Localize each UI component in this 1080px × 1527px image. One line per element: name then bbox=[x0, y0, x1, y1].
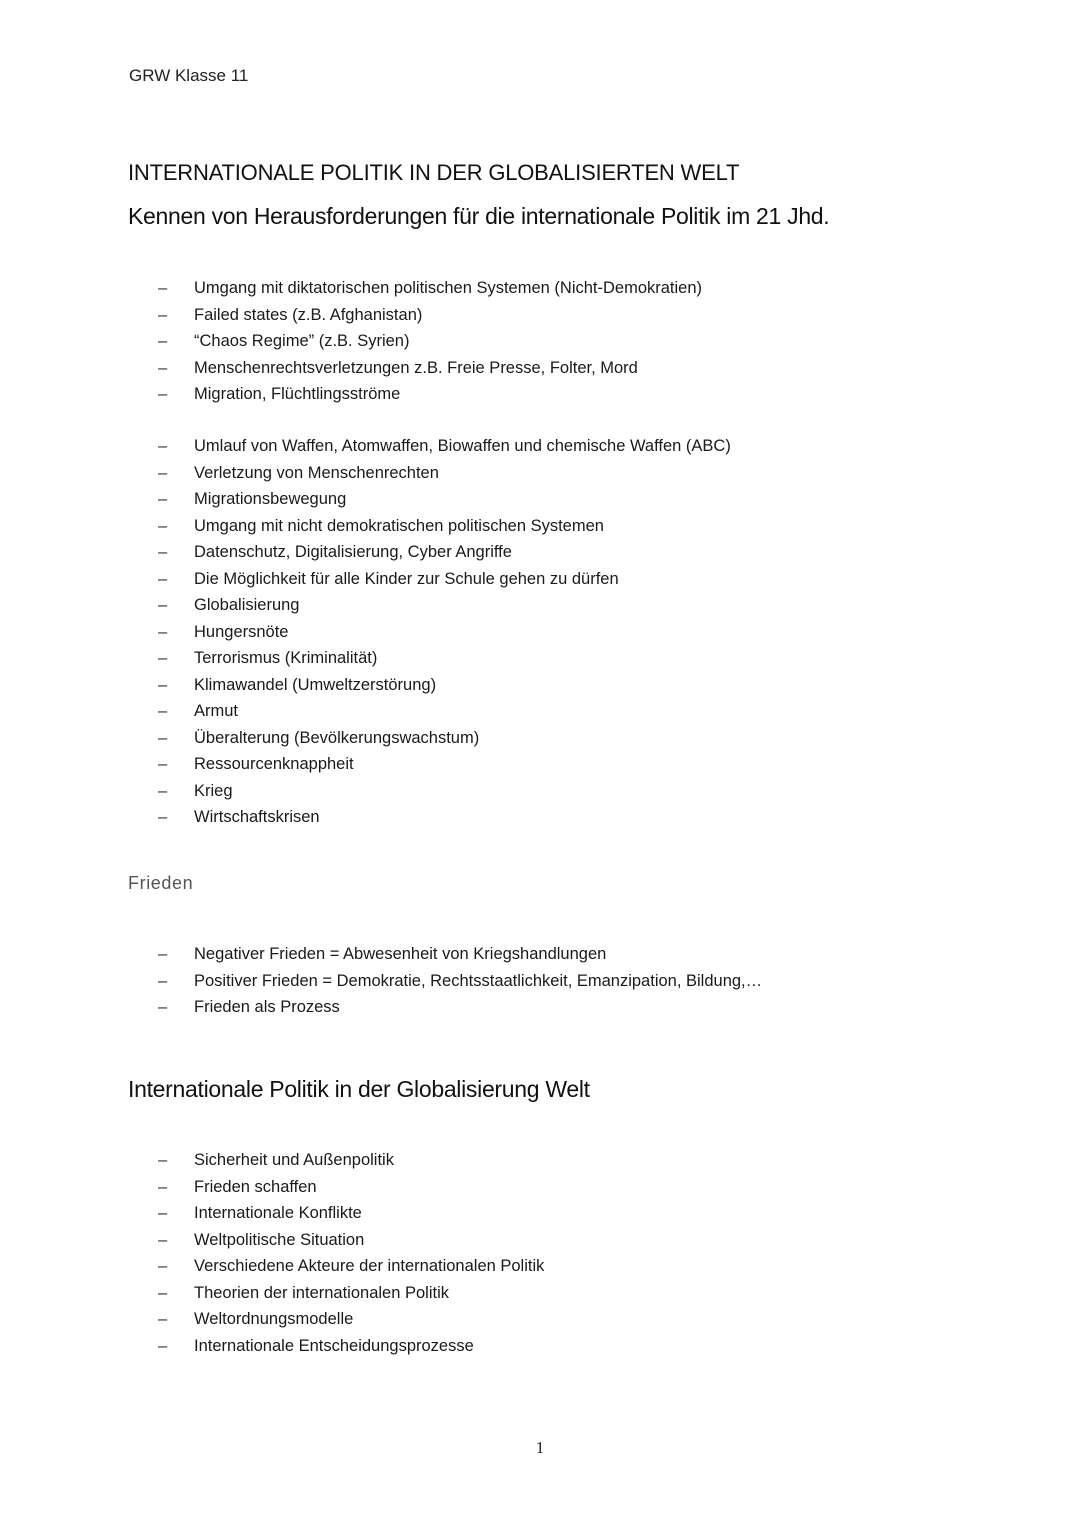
dash-bullet-icon: – bbox=[158, 781, 168, 800]
list-item-text: Datenschutz, Digitalisierung, Cyber Angriffe bbox=[194, 543, 512, 561]
list-item-text: Globalisierung bbox=[194, 596, 300, 614]
page-number: 1 bbox=[535, 1438, 545, 1457]
list-item bbox=[158, 725, 958, 752]
list-item-text: Krieg bbox=[194, 781, 233, 800]
list-item bbox=[158, 1174, 958, 1201]
list-item-text: Internationale Konflikte bbox=[194, 1204, 362, 1222]
topics-list bbox=[158, 1147, 958, 1359]
list-item bbox=[158, 328, 958, 355]
dash-bullet-icon: – bbox=[158, 755, 168, 773]
dash-bullet-icon: – bbox=[158, 385, 168, 403]
list-item-text: Weltordnungsmodelle bbox=[194, 1310, 354, 1328]
list-item-text: Hungersnöte bbox=[194, 622, 289, 641]
dash-bullet-icon: – bbox=[158, 702, 168, 720]
list-item-text: Positiver Frieden = Demokratie, Rechtsstaatlichkeit, Emanzipation, Bildung,… bbox=[194, 971, 763, 990]
dash-bullet-icon: – bbox=[158, 1151, 168, 1169]
document-title: INTERNATIONALE POLITIK IN DER GLOBALISIERTEN WELT bbox=[128, 160, 740, 185]
dash-bullet-icon: – bbox=[158, 463, 168, 482]
list-item-text: Negativer Frieden = Abwesenheit von Kriegshandlungen bbox=[194, 945, 607, 963]
list-item-text: Überalterung (Bevölkerungswachstum) bbox=[194, 728, 480, 747]
list-item bbox=[158, 433, 958, 460]
list-item bbox=[158, 968, 958, 995]
list-item-text: Frieden schaffen bbox=[194, 1177, 317, 1196]
dash-bullet-icon: – bbox=[158, 622, 168, 641]
list-item bbox=[158, 645, 958, 672]
dash-bullet-icon: – bbox=[158, 596, 168, 614]
list-item bbox=[158, 1306, 958, 1333]
list-item-text: Menschenrechtsverletzungen z.B. Freie Presse, Folter, Mord bbox=[194, 358, 638, 377]
list-item bbox=[158, 778, 958, 805]
dash-bullet-icon: – bbox=[158, 1336, 168, 1355]
dash-bullet-icon: – bbox=[158, 1283, 168, 1302]
list-item-text: Umgang mit diktatorischen politischen Systemen (Nicht-Demokratien) bbox=[194, 279, 703, 297]
list-item-text: Die Möglichkeit für alle Kinder zur Schule gehen zu dürfen bbox=[194, 569, 619, 588]
dash-bullet-icon: – bbox=[158, 516, 168, 535]
dash-bullet-icon: – bbox=[158, 543, 168, 561]
list-item-text: Weltpolitische Situation bbox=[194, 1230, 365, 1249]
dash-bullet-icon: – bbox=[158, 649, 168, 667]
list-item bbox=[158, 592, 958, 619]
challenges-list-b bbox=[158, 433, 958, 831]
list-item bbox=[158, 1280, 958, 1307]
list-item bbox=[158, 566, 958, 593]
dash-bullet-icon: – bbox=[158, 998, 168, 1016]
dash-bullet-icon: – bbox=[158, 971, 168, 990]
list-item bbox=[158, 275, 958, 302]
list-item bbox=[158, 355, 958, 382]
document-subtitle: Kennen von Herausforderungen für die internationale Politik im 21 Jhd. bbox=[128, 203, 830, 229]
list-item-text: Sicherheit und Außenpolitik bbox=[194, 1151, 394, 1169]
page-header: GRW Klasse 11 bbox=[129, 66, 249, 85]
dash-bullet-icon: – bbox=[158, 1230, 168, 1249]
list-item-text: Wirtschaftskrisen bbox=[194, 808, 320, 826]
list-item bbox=[158, 513, 958, 540]
list-item-text: Umgang mit nicht demokratischen politischen Systemen bbox=[194, 516, 604, 535]
list-item bbox=[158, 381, 958, 408]
list-item-text: Verletzung von Menschenrechten bbox=[194, 463, 439, 482]
dash-bullet-icon: – bbox=[158, 358, 168, 377]
list-item-text: Verschiedene Akteure der internationalen Politik bbox=[194, 1257, 545, 1275]
section-heading-globalisierung: Internationale Politik in der Globalisierung Welt bbox=[128, 1076, 590, 1102]
dash-bullet-icon: – bbox=[158, 808, 168, 826]
dash-bullet-icon: – bbox=[158, 945, 168, 963]
list-item-text: Migrationsbewegung bbox=[194, 490, 347, 508]
list-item bbox=[158, 619, 958, 646]
list-item-text: Klimawandel (Umweltzerstörung) bbox=[194, 675, 437, 694]
list-item bbox=[158, 486, 958, 513]
dash-bullet-icon: – bbox=[158, 569, 168, 588]
list-item bbox=[158, 672, 958, 699]
list-item-text: Migration, Flüchtlingsströme bbox=[194, 385, 401, 403]
challenges-list-a bbox=[158, 275, 958, 408]
list-item bbox=[158, 804, 958, 831]
list-item bbox=[158, 994, 958, 1021]
list-item bbox=[158, 1333, 958, 1360]
list-item-text: Frieden als Prozess bbox=[194, 998, 340, 1016]
list-item bbox=[158, 1147, 958, 1174]
frieden-list bbox=[158, 941, 958, 1021]
list-item bbox=[158, 1253, 958, 1280]
dash-bullet-icon: – bbox=[158, 1310, 168, 1328]
dash-bullet-icon: – bbox=[158, 675, 168, 694]
list-item-text: “Chaos Regime” (z.B. Syrien) bbox=[194, 332, 410, 350]
list-item bbox=[158, 941, 958, 968]
dash-bullet-icon: – bbox=[158, 305, 168, 324]
list-item bbox=[158, 698, 958, 725]
dash-bullet-icon: – bbox=[158, 437, 168, 455]
list-item-text: Ressourcenknappheit bbox=[194, 755, 354, 773]
dash-bullet-icon: – bbox=[158, 1177, 168, 1196]
list-item bbox=[158, 302, 958, 329]
list-item-text: Terrorismus (Kriminalität) bbox=[194, 649, 378, 667]
list-item bbox=[158, 751, 958, 778]
list-item-text: Internationale Entscheidungsprozesse bbox=[194, 1336, 474, 1355]
list-item-text: Armut bbox=[194, 702, 239, 720]
list-item-text: Umlauf von Waffen, Atomwaffen, Biowaffen und chemische Waffen (ABC) bbox=[194, 437, 731, 455]
dash-bullet-icon: – bbox=[158, 1257, 168, 1275]
dash-bullet-icon: – bbox=[158, 728, 168, 747]
dash-bullet-icon: – bbox=[158, 1204, 168, 1222]
section-heading-frieden: Frieden bbox=[128, 873, 194, 893]
list-item bbox=[158, 460, 958, 487]
list-item-text: Failed states (z.B. Afghanistan) bbox=[194, 305, 423, 324]
dash-bullet-icon: – bbox=[158, 332, 168, 350]
dash-bullet-icon: – bbox=[158, 279, 168, 297]
list-item-text: Theorien der internationalen Politik bbox=[194, 1283, 449, 1302]
list-item bbox=[158, 539, 958, 566]
list-item bbox=[158, 1200, 958, 1227]
dash-bullet-icon: – bbox=[158, 490, 168, 508]
list-item bbox=[158, 1227, 958, 1254]
